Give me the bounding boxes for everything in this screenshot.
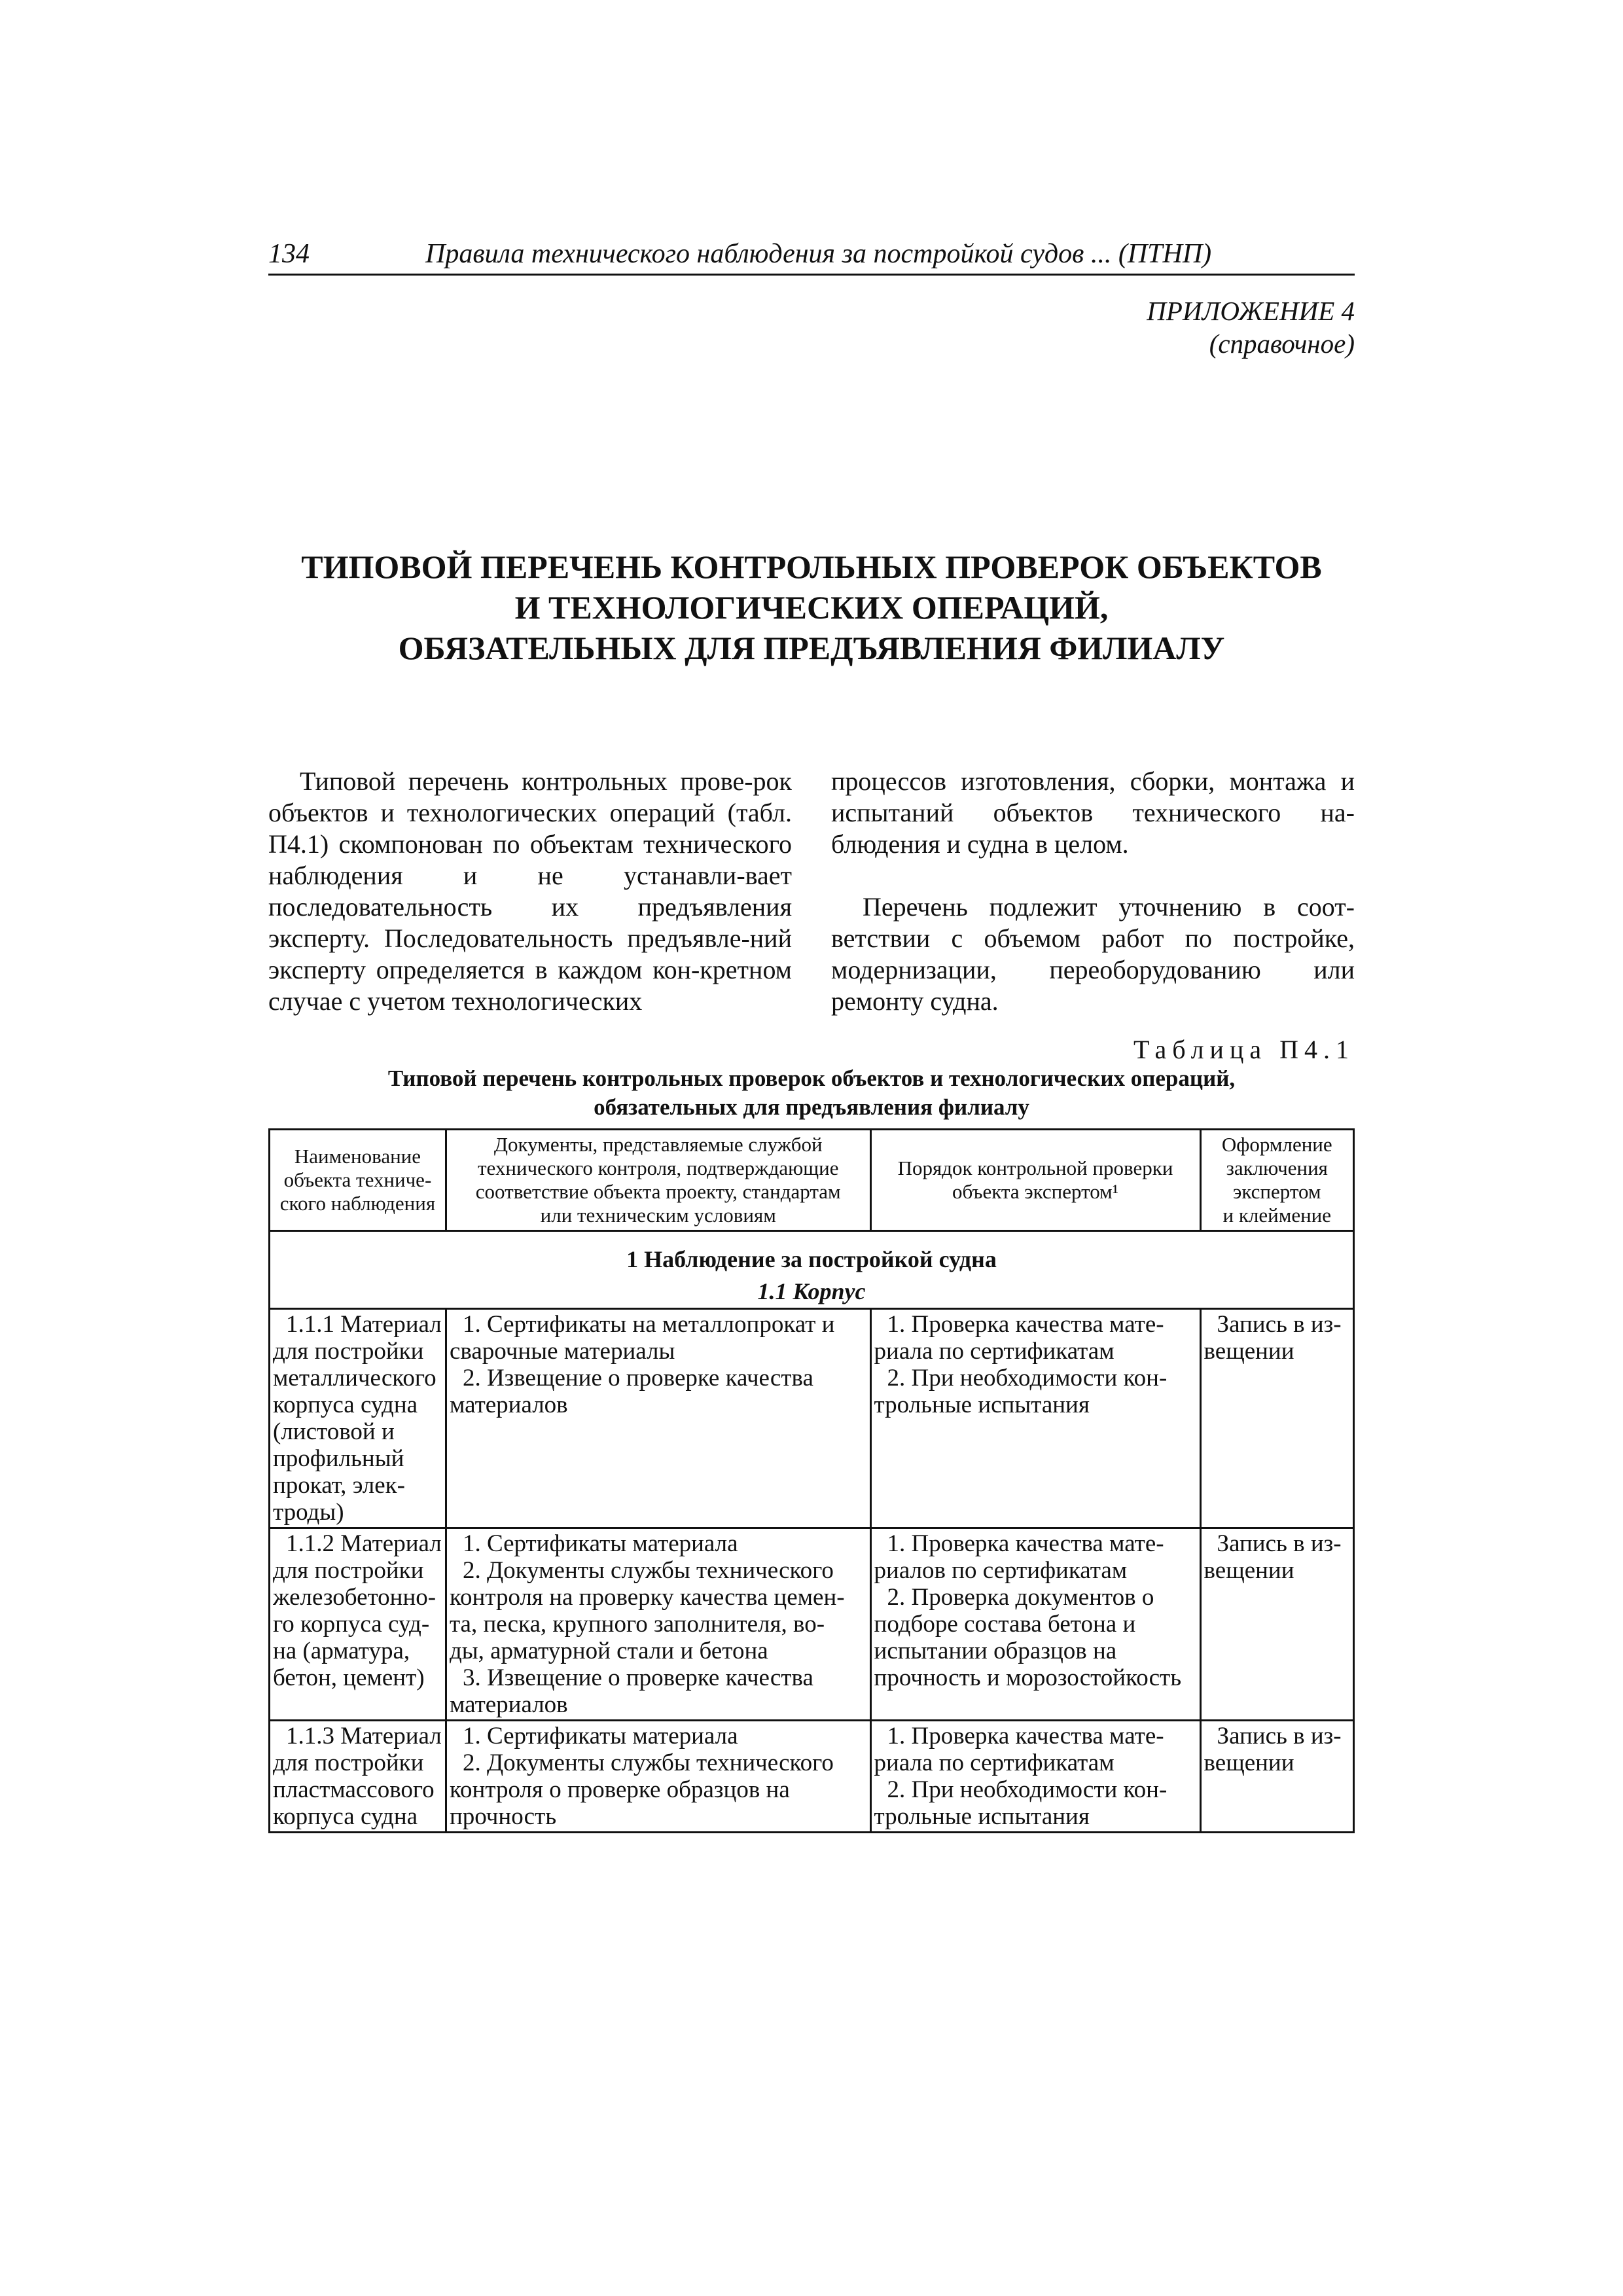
header-line: Оформление [1221, 1133, 1332, 1156]
cell-procedure [870, 1721, 1200, 1833]
cell-line: профильный [273, 1445, 404, 1472]
document-title [268, 547, 1355, 668]
cell-line: 2. Документы службы технического [462, 1557, 834, 1584]
header-line: ского наблюдения [279, 1192, 436, 1215]
cell-line: корпуса судна [273, 1803, 418, 1830]
cell-line: риала по сертификатам [874, 1338, 1115, 1365]
cell-line: Запись в из- [1217, 1530, 1342, 1557]
subsection-row [270, 1276, 1354, 1309]
cell-line: 1. Сертификаты материала [462, 1723, 738, 1749]
cell-line: корпуса судна [273, 1391, 418, 1418]
table-row [270, 1721, 1354, 1833]
cell-line: 3. Извещение о проверке качества [462, 1664, 813, 1691]
intro-right-column [831, 766, 1355, 1017]
cell-line: металлического [273, 1365, 437, 1391]
cell-line: железобетонно- [273, 1584, 437, 1611]
cell-line: 1. Проверка качества мате- [887, 1723, 1164, 1749]
table-row [270, 1309, 1354, 1528]
cell-line: бетон, цемент) [273, 1664, 425, 1691]
title-line: ОБЯЗАТЕЛЬНЫХ ДЛЯ ПРЕДЪЯВЛЕНИЯ ФИЛИАЛУ [398, 630, 1225, 666]
cell-line: 1. Проверка качества мате- [887, 1311, 1164, 1338]
page-number: 134 [268, 239, 310, 269]
cell-line: контроля на проверку качества цемен- [449, 1584, 845, 1611]
intro-paragraph: процессов изготовления, сборки, монтажа и испытаний объектов технического на-блюдения и судна в целом. [831, 766, 1355, 859]
cell-line: сварочные материалы [449, 1338, 675, 1365]
cell-line: пластмассового [273, 1776, 435, 1803]
cell-line: для постройки [273, 1338, 424, 1365]
header-line: или техническим условиям [540, 1204, 776, 1227]
cell-line: для постройки [273, 1557, 424, 1584]
cell-line: 1. Сертификаты на металлопрокат и [462, 1311, 835, 1338]
header-line: объекта техниче- [283, 1168, 432, 1191]
appendix-label: ПРИЛОЖЕНИЕ 4 [1147, 296, 1355, 326]
header-line: Порядок контрольной проверки [897, 1157, 1173, 1179]
header-object [270, 1130, 446, 1231]
cell-line: 2. При необходимости кон- [887, 1365, 1168, 1391]
cell-line: 1.1.2 Материал [286, 1530, 442, 1557]
header-line: соответствие объекта проекту, стандартам [475, 1180, 841, 1203]
cell-line: прочность [449, 1803, 557, 1830]
header-line: и клеймение [1222, 1204, 1332, 1227]
cell-procedure [870, 1309, 1200, 1528]
header-line: технического контроля, подтверждающие [477, 1157, 839, 1179]
cell-line: испытании образцов на [874, 1638, 1117, 1664]
cell-object [270, 1528, 446, 1721]
cell-line: контроля о проверке образцов на [449, 1776, 790, 1803]
cell-line: трольные испытания [874, 1803, 1090, 1830]
caption-line: обязательных для предъявления филиалу [594, 1094, 1029, 1120]
cell-line: та, песка, крупного заполнителя, во- [449, 1611, 825, 1638]
appendix-note: (справочное) [1209, 329, 1355, 359]
cell-conclusion [1200, 1309, 1353, 1528]
intro-left-column [268, 766, 792, 1017]
cell-line: прочность и морозостойкость [874, 1664, 1182, 1691]
cell-line: подборе состава бетона и [874, 1611, 1136, 1638]
header-procedure [870, 1130, 1200, 1231]
header-line: Наименование [294, 1145, 421, 1168]
cell-line: 2. Проверка документов о [887, 1584, 1154, 1611]
cell-documents [446, 1528, 870, 1721]
cell-line: 1. Проверка качества мате- [887, 1530, 1164, 1557]
header-line: экспертом [1233, 1180, 1321, 1203]
header-conclusion [1200, 1130, 1353, 1231]
cell-line: го корпуса суд- [273, 1611, 430, 1638]
cell-line: (листовой и [273, 1418, 395, 1445]
intro-paragraph: Типовой перечень контрольных прове-рок объектов и технологических операций (табл. П4.1) скомпонован по объектам технического наблюдения и не устанавли-вает последовательность их предъявления эксперту. Последовательность предъявле-ний эксперту определяется в каждом кон-кретном случае с учетом технологических [268, 766, 792, 1016]
cell-line: прокат, элек- [273, 1472, 405, 1499]
cell-line: вещении [1204, 1338, 1294, 1365]
cell-line: 2. Извещение о проверке качества [462, 1365, 813, 1391]
cell-line: Запись в из- [1217, 1723, 1342, 1749]
cell-conclusion [1200, 1721, 1353, 1833]
cell-line: троды) [273, 1499, 344, 1526]
cell-object [270, 1309, 446, 1528]
cell-line: 2. При необходимости кон- [887, 1776, 1168, 1803]
cell-object [270, 1721, 446, 1833]
subsection-heading: 1.1 Корпус [270, 1276, 1354, 1309]
appendix-heading [1147, 295, 1355, 360]
table-caption [268, 1064, 1355, 1122]
table-row [270, 1528, 1354, 1721]
header-line: Документы, представляемые службой [493, 1133, 823, 1156]
cell-line: риалов по сертификатам [874, 1557, 1128, 1584]
cell-line: Запись в из- [1217, 1311, 1342, 1338]
cell-line: 2. Документы службы технического [462, 1749, 834, 1776]
cell-conclusion [1200, 1528, 1353, 1721]
section-row [270, 1231, 1354, 1276]
cell-line: материалов [449, 1391, 568, 1418]
cell-line: вещении [1204, 1557, 1294, 1584]
cell-line: 1.1.3 Материал [286, 1723, 442, 1749]
cell-line: вещении [1204, 1749, 1294, 1776]
cell-line: риала по сертификатам [874, 1749, 1115, 1776]
cell-line: трольные испытания [874, 1391, 1090, 1418]
cell-documents [446, 1721, 870, 1833]
cell-line: 1. Сертификаты материала [462, 1530, 738, 1557]
caption-line: Типовой перечень контрольных проверок объектов и технологических операций, [387, 1066, 1236, 1091]
intro-paragraph: Перечень подлежит уточнению в соот-ветствии с объемом работ по постройке, модернизации, переоборудованию или ремонту судна. [831, 892, 1355, 1016]
cell-procedure [870, 1528, 1200, 1721]
header-line: заключения [1226, 1157, 1328, 1179]
cell-line: ды, арматурной стали и бетона [449, 1638, 768, 1664]
checks-table [268, 1128, 1355, 1833]
table-header-row [270, 1130, 1354, 1231]
running-title: Правила технического наблюдения за постройкой судов ... (ПТНП) [425, 239, 1212, 269]
section-heading: 1 Наблюдение за постройкой судна [270, 1231, 1354, 1276]
running-header [268, 236, 1355, 276]
cell-line: материалов [449, 1691, 568, 1718]
title-line: И ТЕХНОЛОГИЧЕСКИХ ОПЕРАЦИЙ, [514, 589, 1109, 626]
cell-line: 1.1.1 Материал [286, 1311, 442, 1338]
table-label: Таблица П4.1 [1133, 1035, 1355, 1064]
cell-line: на (арматура, [273, 1638, 410, 1664]
title-line: ТИПОВОЙ ПЕРЕЧЕНЬ КОНТРОЛЬНЫХ ПРОВЕРОК ОБЪЕКТОВ [301, 548, 1322, 585]
cell-line: для постройки [273, 1749, 424, 1776]
header-line: объекта экспертом¹ [952, 1180, 1119, 1203]
header-documents [446, 1130, 870, 1231]
cell-documents [446, 1309, 870, 1528]
